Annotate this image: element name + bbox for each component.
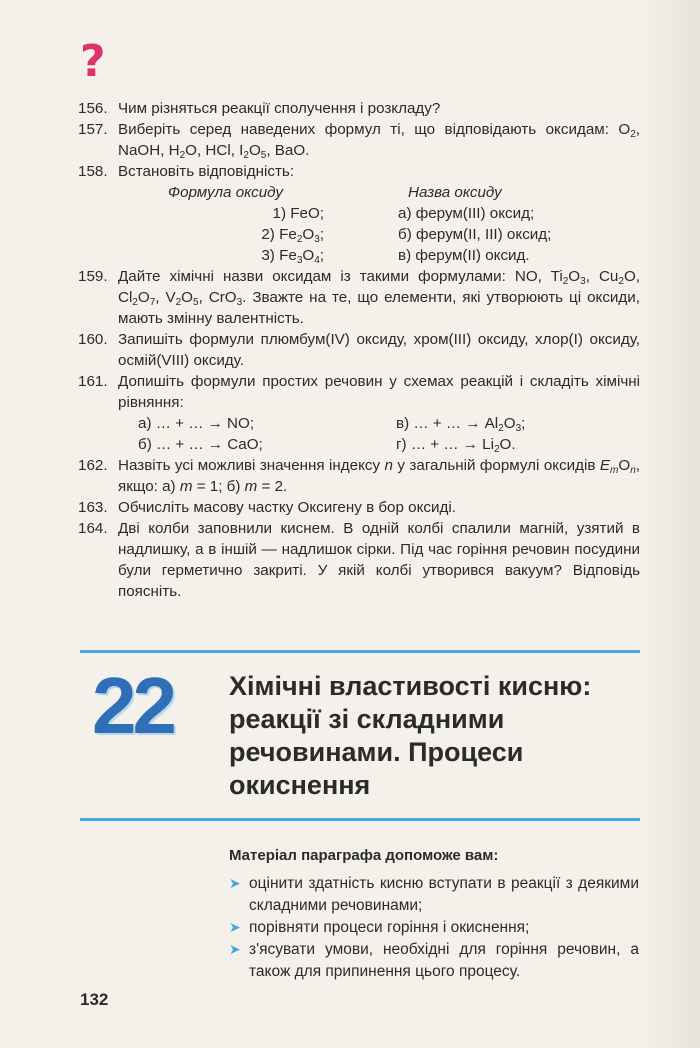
exercise-number: 161.: [78, 373, 108, 390]
question-mark-icon: ?: [80, 36, 106, 87]
chapter-bottom-divider: [80, 818, 640, 821]
chapter-top-divider: [80, 650, 640, 653]
name-cell: б) ферум(ІІ, ІІІ) оксид;: [398, 226, 552, 243]
exercises-list: [78, 98, 640, 602]
exercise-text: Обчисліть масову частку Оксигену в бор оксиді.: [118, 499, 456, 516]
scheme-b: б) … + … → CaO;: [138, 436, 263, 453]
arrow-bullet-icon: ➤: [229, 876, 241, 892]
scheme-a: а) … + … → NO;: [138, 415, 255, 432]
scheme-g: г) … + … → $Li_2O$.: [396, 436, 516, 455]
match-table-header: [118, 182, 640, 203]
formula-cell: 3) $Fe_3O_4$;: [261, 247, 324, 266]
exercise-number: 162.: [78, 457, 108, 474]
exercise-164: [78, 518, 640, 602]
exercise-text: Виберіть серед наведених формул ті, що відповідають оксидам: $O_2$, NaOH, $H_2O$, HCl, $I_2O_5$, BaO.: [118, 121, 640, 161]
exercise-text: Назвіть усі можливі значення індексу n у загальній формулі оксидів $E_mO_n$, якщо: а) m = 1; б) m = 2.: [118, 457, 640, 495]
exercise-159: [78, 266, 640, 329]
match-row: [118, 224, 640, 245]
goal-item: [229, 873, 639, 917]
exercise-number: 164.: [78, 520, 108, 537]
chapter-title: Хімічні властивості кисню: реакції зі складними речовинами. Процеси окиснення: [229, 671, 592, 800]
exercise-157: [78, 119, 640, 161]
name-cell: в) ферум(ІІ) оксид.: [398, 247, 530, 264]
goal-item: [229, 939, 639, 983]
exercise-number: 159.: [78, 268, 108, 285]
exercise-text: Встановіть відповідність:: [118, 163, 295, 180]
goal-text: з'ясувати умови, необхідні для горіння речовин, а також для припинення цього процесу.: [249, 941, 639, 980]
goal-text: порівняти процеси горіння і окиснення;: [249, 919, 530, 936]
arrow-bullet-icon: ➤: [229, 920, 241, 936]
exercise-163: [78, 497, 640, 518]
goals-heading: Матеріал параграфа допоможе вам:: [229, 847, 499, 864]
goal-item: [229, 917, 639, 939]
column-name-heading: Назва оксиду: [408, 184, 502, 201]
exercise-text: Запишіть формули плюмбум(IV) оксиду, хром(ІІІ) оксиду, хлор(І) оксиду, осмій(VIII) оксиду.: [118, 331, 640, 369]
learning-goals: [229, 845, 639, 983]
exercise-text: Дві колби заповнили киснем. В одній колбі спалили магній, узятий в надлишку, а в іншій — надлишок сірки. Під час горіння речовин посудини були герметично закриті. У якій колбі утворився вакуум? Відповідь поясніть.: [118, 520, 640, 600]
exercise-number: 160.: [78, 331, 108, 348]
column-formula-heading: Формула оксиду: [168, 184, 283, 201]
exercise-number: 156.: [78, 100, 108, 117]
exercise-number: 158.: [78, 163, 108, 180]
formula-cell: 1) FeO;: [272, 205, 324, 222]
scheme-v: в) … + … → $Al_2O_3$;: [396, 415, 526, 434]
exercise-text: Чим різняться реакції сполучення і розкладу?: [118, 100, 441, 117]
exercise-number: 157.: [78, 121, 108, 138]
exercise-162: [78, 455, 640, 497]
match-row: [118, 203, 640, 224]
name-cell: а) ферум(ІІІ) оксид;: [398, 205, 535, 222]
page-number: 132: [80, 990, 109, 1009]
match-row: [118, 245, 640, 266]
goal-text: оцінити здатність кисню вступати в реакції з деякими складними речовинами;: [249, 875, 639, 914]
formula-cell: 2) $Fe_2O_3$;: [261, 226, 324, 245]
exercise-number: 163.: [78, 499, 108, 516]
page-edge-shadow: [640, 0, 700, 1048]
scheme-row: [118, 434, 640, 455]
exercise-160: [78, 329, 640, 371]
chapter-number: 22: [92, 661, 173, 750]
scheme-row: [118, 413, 640, 434]
arrow-bullet-icon: ➤: [229, 942, 241, 958]
exercise-text: Допишіть формули простих речовин у схемах реакцій і складіть хімічні рівняння:: [118, 373, 640, 411]
exercise-158: [78, 161, 640, 182]
exercise-text: Дайте хімічні назви оксидам із такими формулами: NO, $Ti_2O_3$, $Cu_2O$, $Cl_2O_7$, $V_2O_5$, CrO$_3$. Зважте на те, що елементи, які утворюють ці оксиди, мають змінну валентність.: [118, 268, 640, 327]
exercise-161: [78, 371, 640, 413]
exercise-156: [78, 98, 640, 119]
